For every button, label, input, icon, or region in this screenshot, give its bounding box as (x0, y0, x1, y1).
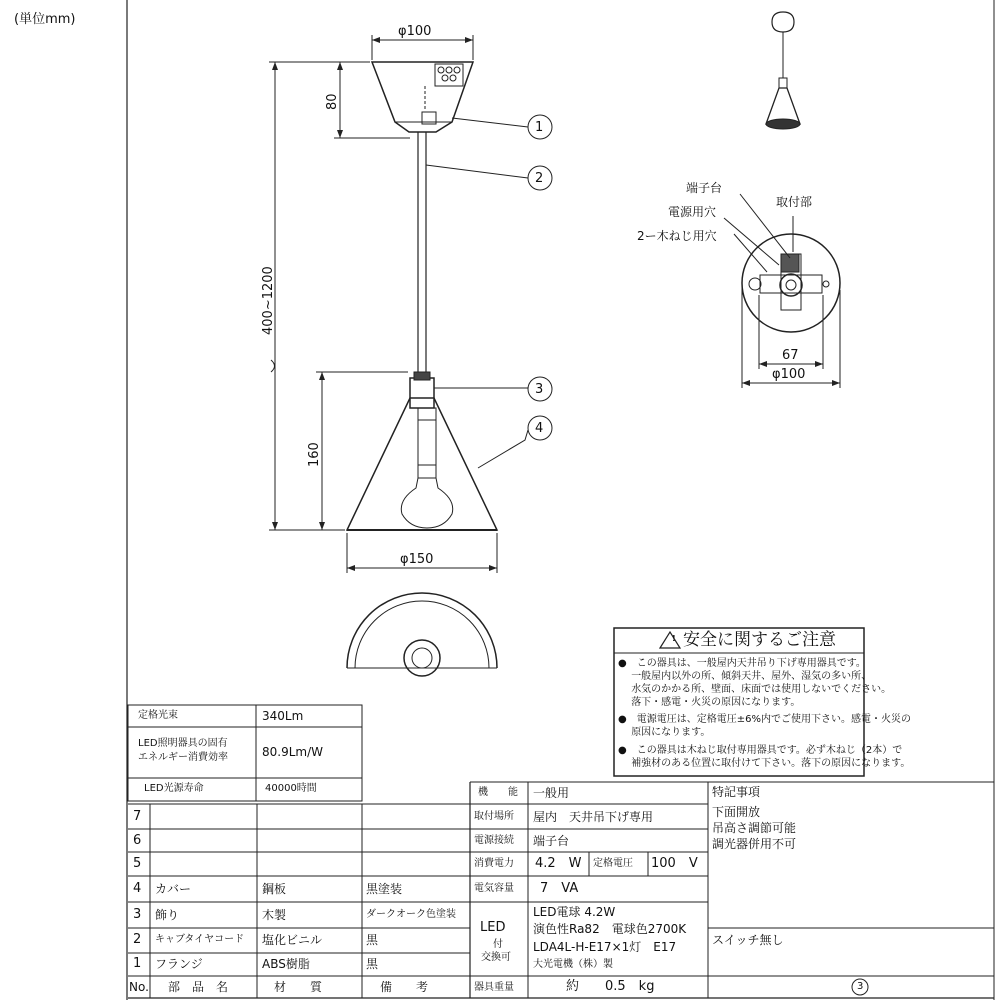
spec-led-sub2: 交換可 (481, 952, 511, 963)
spec-function-value: 一般用 (533, 786, 570, 800)
part-row-4-material: 鋼板 (262, 882, 287, 896)
notes-switch: スイッチ無し (712, 933, 784, 947)
spec-voltage-label: 定格電圧 (593, 858, 633, 869)
notes-item-2: 吊高さ調節可能 (712, 821, 797, 835)
callout-1: 1 (535, 120, 544, 135)
led-spec-value-flux: 340Lm (262, 709, 304, 723)
notes-item-3: 調光器併用不可 (712, 837, 797, 851)
part-row-7-no: 7 (133, 809, 142, 824)
label-terminal: 端子台 (686, 181, 723, 195)
part-row-1-name: フランジ (155, 957, 203, 971)
spec-location-value: 屋内 天井吊下げ専用 (533, 810, 654, 824)
spec-voltage-value: 100 V (651, 856, 698, 871)
label-power-hole: 電源用穴 (668, 205, 717, 219)
parts-header-name: 部 品 名 (168, 980, 229, 994)
dim-mount-outer: φ100 (772, 367, 806, 382)
spec-led-line-1: LED電球 4.2W (533, 905, 616, 919)
spec-led-line-4: 大光電機（株）製 (533, 959, 613, 970)
callout-4: 4 (535, 421, 544, 436)
spec-weight-label: 器具重量 (474, 982, 514, 993)
safety-bullet-3: ● この器具は木ねじ取付専用器具です。必ず木ねじ（2本）で 補強材のある位置に取付けて下さい。落下の原因になります。 (618, 745, 911, 769)
page-mark: 3 (857, 981, 864, 992)
spec-led-sub1: 付 (493, 939, 503, 950)
led-spec-label-life: LED光源寿命 (144, 783, 204, 794)
parts-header-material: 材 質 (274, 980, 323, 994)
label-screw-holes: 2ー木ねじ用穴 (637, 229, 717, 243)
unit-label: (単位mm) (14, 12, 76, 27)
spec-power-label: 消費電力 (474, 858, 514, 869)
parts-header-no: No. (129, 980, 149, 994)
parts-header-remarks: 備 考 (380, 980, 429, 994)
part-row-4-name: カバー (155, 882, 192, 896)
led-spec-label-efficiency: LED照明器具の固有 エネルギー消費効率 (138, 738, 228, 763)
dim-cord-length: 400~1200 (261, 266, 276, 335)
spec-connection-value: 端子台 (533, 834, 570, 848)
led-spec-label-flux: 定格光束 (138, 710, 178, 721)
part-row-1-remarks: 黒 (366, 957, 379, 971)
led-spec-value-efficiency: 80.9Lm/W (262, 745, 324, 759)
notes-title: 特記事項 (712, 785, 761, 799)
spec-power-value: 4.2 W (535, 856, 582, 871)
part-row-1-no: 1 (133, 956, 142, 971)
spec-led-line-2: 演色性Ra82 電球色2700K (533, 922, 687, 936)
part-row-2-name: キャブタイヤコード (155, 934, 245, 945)
dim-shade-width: φ150 (400, 552, 434, 567)
safety-title: 安全に関するご注意 (683, 630, 836, 650)
spec-led-label: LED (480, 920, 506, 935)
part-row-2-remarks: 黒 (366, 933, 379, 947)
spec-capacity-value: 7 VA (540, 881, 579, 896)
warning-icon: ! (672, 634, 676, 643)
callout-2: 2 (535, 171, 544, 186)
dim-mount-inner: 67 (782, 348, 799, 363)
part-row-3-remarks: ダークオーク色塗装 (366, 909, 456, 920)
part-row-4-remarks: 黒塗装 (366, 882, 403, 896)
part-row-5-no: 5 (133, 856, 142, 871)
part-row-2-no: 2 (133, 932, 142, 947)
callout-3: 3 (535, 382, 544, 397)
dim-top-width: φ100 (398, 24, 432, 39)
notes-item-1: 下面開放 (712, 805, 761, 819)
safety-bullet-1: ● この器具は、一般屋内天井吊り下げ専用器具です。 一般屋内以外の所、傾斜天井、屋外、湿気の多い所、 水気のかかる所、壁面、床面では使用しないでください。 落下・感電・火災の原因になります。 (618, 658, 892, 708)
part-row-3-material: 木製 (262, 908, 287, 922)
part-row-6-no: 6 (133, 833, 142, 848)
spec-weight-value: 約 0.5 kg (566, 979, 655, 994)
spec-led-line-3: LDA4L-H-E17×1灯 E17 (533, 940, 677, 954)
part-row-4-no: 4 (133, 881, 142, 896)
safety-bullet-2: ● 電源電圧は、定格電圧±6%内でご使用下さい。感電・火災の 原因になります。 (618, 714, 911, 738)
spec-location-label: 取付場所 (474, 811, 514, 822)
part-row-3-name: 飾り (155, 908, 180, 922)
dim-shade-height: 160 (307, 442, 322, 467)
part-row-3-no: 3 (133, 907, 142, 922)
spec-function-label: 機 能 (478, 787, 518, 798)
led-spec-value-life: 40000時間 (265, 783, 317, 794)
spec-capacity-label: 電気容量 (474, 883, 514, 894)
dim-canopy-height: 80 (325, 93, 340, 110)
spec-connection-label: 電源接続 (474, 835, 514, 846)
part-row-1-material: ABS樹脂 (262, 957, 310, 971)
part-row-2-material: 塩化ビニル (262, 933, 323, 947)
label-mount-part: 取付部 (776, 195, 813, 209)
